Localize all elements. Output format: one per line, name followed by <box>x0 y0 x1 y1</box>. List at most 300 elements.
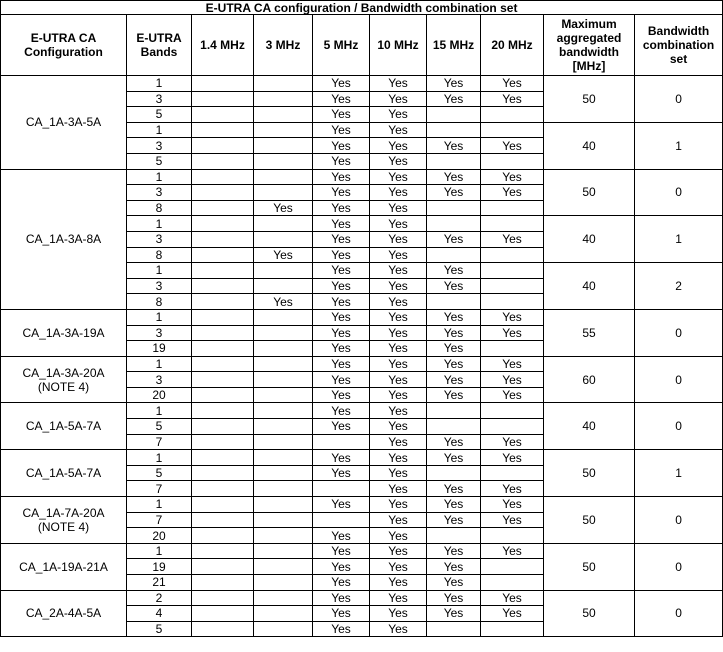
bw-20-mhz-cell <box>481 419 544 435</box>
bw-5-mhz-cell: Yes <box>313 341 370 357</box>
bw-10-mhz-cell: Yes <box>370 122 427 138</box>
band-cell: 7 <box>127 512 192 528</box>
bw-5-mhz-cell: Yes <box>313 247 370 263</box>
ca-configuration-line: CA_1A-5A-7A <box>25 466 102 481</box>
header-eutra-bands: E-UTRA Bands <box>127 15 192 76</box>
bw-1-4-mhz-cell <box>192 169 254 185</box>
ca-configuration-line: CA_1A-3A-5A <box>25 115 102 130</box>
max-aggregated-bandwidth-cell: 40 <box>544 403 635 450</box>
bw-1-4-mhz-cell <box>192 387 254 403</box>
bw-1-4-mhz-cell <box>192 497 254 513</box>
ca-configuration-cell <box>1 497 127 544</box>
band-cell: 5 <box>127 419 192 435</box>
bw-5-mhz-cell: Yes <box>313 621 370 637</box>
bw-10-mhz-cell: Yes <box>370 309 427 325</box>
bw-3-mhz-cell <box>254 309 313 325</box>
bw-1-4-mhz-cell <box>192 278 254 294</box>
bw-20-mhz-cell <box>481 528 544 544</box>
bw-15-mhz-cell: Yes <box>427 263 481 279</box>
bw-15-mhz-cell: Yes <box>427 590 481 606</box>
bw-20-mhz-cell: Yes <box>481 590 544 606</box>
bw-20-mhz-cell <box>481 247 544 263</box>
header-15-mhz: 15 MHz <box>427 15 481 76</box>
ca-configuration-line: CA_1A-3A-8A <box>25 232 102 247</box>
bw-15-mhz-cell: Yes <box>427 138 481 154</box>
bw-15-mhz-cell <box>427 122 481 138</box>
band-cell: 4 <box>127 606 192 622</box>
max-aggregated-bandwidth-cell: 40 <box>544 122 635 169</box>
bw-5-mhz-cell: Yes <box>313 200 370 216</box>
ca-configuration-cell <box>1 356 127 403</box>
bw-10-mhz-cell: Yes <box>370 153 427 169</box>
bw-1-4-mhz-cell <box>192 309 254 325</box>
bw-1-4-mhz-cell <box>192 403 254 419</box>
bw-10-mhz-cell: Yes <box>370 185 427 201</box>
band-cell: 2 <box>127 590 192 606</box>
bw-5-mhz-cell: Yes <box>313 309 370 325</box>
header-10-mhz: 10 MHz <box>370 15 427 76</box>
bw-5-mhz-cell: Yes <box>313 387 370 403</box>
bandwidth-combination-set-cell: 0 <box>635 309 723 356</box>
ca-configuration-cell <box>1 169 127 309</box>
bandwidth-combination-set-cell: 0 <box>635 403 723 450</box>
bw-15-mhz-cell: Yes <box>427 387 481 403</box>
bw-3-mhz-cell <box>254 434 313 450</box>
table-row <box>1 497 723 513</box>
bw-10-mhz-cell: Yes <box>370 91 427 107</box>
bw-5-mhz-cell <box>313 434 370 450</box>
bw-5-mhz-cell: Yes <box>313 278 370 294</box>
bw-5-mhz-cell: Yes <box>313 76 370 92</box>
bandwidth-combination-set-cell: 0 <box>635 356 723 403</box>
bw-5-mhz-cell: Yes <box>313 325 370 341</box>
bw-3-mhz-cell <box>254 372 313 388</box>
bw-15-mhz-cell: Yes <box>427 185 481 201</box>
header-20-mhz: 20 MHz <box>481 15 544 76</box>
bw-15-mhz-cell: Yes <box>427 606 481 622</box>
band-cell: 3 <box>127 185 192 201</box>
bw-20-mhz-cell <box>481 263 544 279</box>
bw-1-4-mhz-cell <box>192 185 254 201</box>
band-cell: 1 <box>127 76 192 92</box>
bw-5-mhz-cell: Yes <box>313 372 370 388</box>
bw-3-mhz-cell <box>254 543 313 559</box>
header-ca-configuration: E-UTRA CA Configuration <box>1 15 127 76</box>
bw-1-4-mhz-cell <box>192 372 254 388</box>
ca-configuration-line: CA_1A-3A-20A <box>22 365 105 380</box>
bw-10-mhz-cell: Yes <box>370 294 427 310</box>
ca-configuration-line: CA_1A-19A-21A <box>19 559 108 574</box>
max-aggregated-bandwidth-cell: 50 <box>544 450 635 497</box>
table-row <box>1 590 723 606</box>
bw-10-mhz-cell: Yes <box>370 559 427 575</box>
bw-10-mhz-cell: Yes <box>370 278 427 294</box>
header-bandwidth-combination-set: Bandwidth combination set <box>635 15 723 76</box>
bw-3-mhz-cell <box>254 497 313 513</box>
band-cell: 19 <box>127 341 192 357</box>
bw-15-mhz-cell: Yes <box>427 341 481 357</box>
bw-15-mhz-cell: Yes <box>427 497 481 513</box>
band-cell: 1 <box>127 450 192 466</box>
header-1-4-mhz: 1.4 MHz <box>192 15 254 76</box>
bw-15-mhz-cell <box>427 200 481 216</box>
bw-3-mhz-cell <box>254 122 313 138</box>
bw-1-4-mhz-cell <box>192 543 254 559</box>
band-cell: 1 <box>127 309 192 325</box>
bw-10-mhz-cell: Yes <box>370 606 427 622</box>
band-cell: 1 <box>127 263 192 279</box>
bw-20-mhz-cell: Yes <box>481 309 544 325</box>
bw-15-mhz-cell: Yes <box>427 278 481 294</box>
bw-10-mhz-cell: Yes <box>370 403 427 419</box>
bw-20-mhz-cell <box>481 107 544 123</box>
bw-20-mhz-cell: Yes <box>481 76 544 92</box>
bw-10-mhz-cell: Yes <box>370 590 427 606</box>
bw-5-mhz-cell: Yes <box>313 575 370 591</box>
bw-3-mhz-cell: Yes <box>254 294 313 310</box>
bw-3-mhz-cell <box>254 450 313 466</box>
bw-20-mhz-cell: Yes <box>481 543 544 559</box>
table-row <box>1 543 723 559</box>
band-cell: 7 <box>127 481 192 497</box>
band-cell: 8 <box>127 200 192 216</box>
bw-5-mhz-cell: Yes <box>313 450 370 466</box>
max-aggregated-bandwidth-cell: 55 <box>544 309 635 356</box>
bw-1-4-mhz-cell <box>192 606 254 622</box>
bw-15-mhz-cell: Yes <box>427 543 481 559</box>
bw-10-mhz-cell: Yes <box>370 138 427 154</box>
bw-1-4-mhz-cell <box>192 138 254 154</box>
bw-1-4-mhz-cell <box>192 481 254 497</box>
band-cell: 1 <box>127 403 192 419</box>
bandwidth-combination-set-cell: 1 <box>635 216 723 263</box>
table-row <box>1 309 723 325</box>
bw-5-mhz-cell: Yes <box>313 403 370 419</box>
ca-configuration-line: (NOTE 4) <box>37 519 90 534</box>
bw-15-mhz-cell <box>427 153 481 169</box>
band-cell: 3 <box>127 372 192 388</box>
band-cell: 1 <box>127 122 192 138</box>
table-title: E-UTRA CA configuration / Bandwidth combination set <box>1 1 723 15</box>
bw-10-mhz-cell: Yes <box>370 543 427 559</box>
bw-5-mhz-cell: Yes <box>313 606 370 622</box>
bw-3-mhz-cell <box>254 76 313 92</box>
bw-1-4-mhz-cell <box>192 590 254 606</box>
bw-20-mhz-cell: Yes <box>481 325 544 341</box>
bw-5-mhz-cell: Yes <box>313 185 370 201</box>
band-cell: 1 <box>127 169 192 185</box>
bw-10-mhz-cell: Yes <box>370 497 427 513</box>
bw-1-4-mhz-cell <box>192 356 254 372</box>
bw-3-mhz-cell: Yes <box>254 200 313 216</box>
bw-20-mhz-cell: Yes <box>481 450 544 466</box>
band-cell: 20 <box>127 528 192 544</box>
band-cell: 5 <box>127 153 192 169</box>
bw-15-mhz-cell: Yes <box>427 434 481 450</box>
bw-1-4-mhz-cell <box>192 247 254 263</box>
band-cell: 3 <box>127 278 192 294</box>
bw-5-mhz-cell: Yes <box>313 543 370 559</box>
bw-15-mhz-cell <box>427 419 481 435</box>
bw-3-mhz-cell <box>254 528 313 544</box>
bw-1-4-mhz-cell <box>192 91 254 107</box>
bw-15-mhz-cell <box>427 107 481 123</box>
header-max-aggregated-bandwidth: Maximum aggregated bandwidth [MHz] <box>544 15 635 76</box>
bw-1-4-mhz-cell <box>192 263 254 279</box>
bw-20-mhz-cell: Yes <box>481 372 544 388</box>
bw-20-mhz-cell <box>481 559 544 575</box>
max-aggregated-bandwidth-cell: 60 <box>544 356 635 403</box>
bw-1-4-mhz-cell <box>192 528 254 544</box>
bw-5-mhz-cell: Yes <box>313 590 370 606</box>
bw-20-mhz-cell <box>481 278 544 294</box>
bw-20-mhz-cell: Yes <box>481 434 544 450</box>
band-cell: 3 <box>127 325 192 341</box>
bw-1-4-mhz-cell <box>192 294 254 310</box>
bw-5-mhz-cell: Yes <box>313 528 370 544</box>
bw-10-mhz-cell: Yes <box>370 450 427 466</box>
bw-5-mhz-cell: Yes <box>313 231 370 247</box>
bw-3-mhz-cell <box>254 481 313 497</box>
bw-15-mhz-cell <box>427 465 481 481</box>
bw-15-mhz-cell: Yes <box>427 372 481 388</box>
bw-20-mhz-cell <box>481 621 544 637</box>
bw-10-mhz-cell: Yes <box>370 621 427 637</box>
bw-3-mhz-cell <box>254 356 313 372</box>
bw-20-mhz-cell: Yes <box>481 231 544 247</box>
bw-10-mhz-cell: Yes <box>370 263 427 279</box>
bw-15-mhz-cell: Yes <box>427 559 481 575</box>
bw-3-mhz-cell <box>254 107 313 123</box>
bandwidth-combination-set-cell: 0 <box>635 590 723 637</box>
bw-5-mhz-cell: Yes <box>313 419 370 435</box>
band-cell: 5 <box>127 465 192 481</box>
bw-10-mhz-cell: Yes <box>370 325 427 341</box>
bw-10-mhz-cell: Yes <box>370 231 427 247</box>
bw-5-mhz-cell: Yes <box>313 153 370 169</box>
ca-configuration-line: CA_1A-7A-20A <box>22 505 105 520</box>
bw-3-mhz-cell <box>254 278 313 294</box>
table-row <box>1 403 723 419</box>
band-cell: 1 <box>127 497 192 513</box>
table-row <box>1 76 723 92</box>
bw-10-mhz-cell: Yes <box>370 512 427 528</box>
bw-15-mhz-cell: Yes <box>427 169 481 185</box>
band-cell: 3 <box>127 91 192 107</box>
band-cell: 3 <box>127 138 192 154</box>
band-cell: 1 <box>127 216 192 232</box>
ca-configuration-line: CA_1A-3A-19A <box>22 325 105 340</box>
bw-10-mhz-cell: Yes <box>370 200 427 216</box>
bw-3-mhz-cell <box>254 419 313 435</box>
bw-1-4-mhz-cell <box>192 434 254 450</box>
bw-10-mhz-cell: Yes <box>370 372 427 388</box>
bw-15-mhz-cell: Yes <box>427 91 481 107</box>
bw-20-mhz-cell: Yes <box>481 606 544 622</box>
bw-5-mhz-cell <box>313 481 370 497</box>
bw-10-mhz-cell: Yes <box>370 387 427 403</box>
bw-10-mhz-cell: Yes <box>370 107 427 123</box>
bw-10-mhz-cell: Yes <box>370 419 427 435</box>
max-aggregated-bandwidth-cell: 50 <box>544 169 635 216</box>
bw-3-mhz-cell <box>254 465 313 481</box>
bw-1-4-mhz-cell <box>192 76 254 92</box>
bw-20-mhz-cell: Yes <box>481 497 544 513</box>
bw-20-mhz-cell: Yes <box>481 387 544 403</box>
bw-3-mhz-cell <box>254 91 313 107</box>
bw-10-mhz-cell: Yes <box>370 575 427 591</box>
max-aggregated-bandwidth-cell: 40 <box>544 216 635 263</box>
bw-3-mhz-cell <box>254 387 313 403</box>
band-cell: 7 <box>127 434 192 450</box>
bw-1-4-mhz-cell <box>192 325 254 341</box>
bw-3-mhz-cell <box>254 559 313 575</box>
bw-15-mhz-cell <box>427 621 481 637</box>
bw-1-4-mhz-cell <box>192 465 254 481</box>
bw-3-mhz-cell <box>254 512 313 528</box>
bw-20-mhz-cell <box>481 200 544 216</box>
bw-3-mhz-cell <box>254 341 313 357</box>
table-row <box>1 356 723 372</box>
bw-3-mhz-cell <box>254 138 313 154</box>
bw-15-mhz-cell: Yes <box>427 325 481 341</box>
bw-1-4-mhz-cell <box>192 153 254 169</box>
bw-20-mhz-cell <box>481 122 544 138</box>
bandwidth-combination-set-cell: 1 <box>635 122 723 169</box>
bw-5-mhz-cell: Yes <box>313 107 370 123</box>
bandwidth-combination-set-cell: 1 <box>635 450 723 497</box>
bw-20-mhz-cell: Yes <box>481 169 544 185</box>
bw-1-4-mhz-cell <box>192 450 254 466</box>
table-row <box>1 450 723 466</box>
bw-10-mhz-cell: Yes <box>370 169 427 185</box>
table-body <box>1 76 723 637</box>
bandwidth-combination-set-cell: 0 <box>635 76 723 123</box>
bw-3-mhz-cell <box>254 325 313 341</box>
max-aggregated-bandwidth-cell: 50 <box>544 497 635 544</box>
bw-3-mhz-cell <box>254 185 313 201</box>
bw-20-mhz-cell: Yes <box>481 512 544 528</box>
ca-configuration-line: CA_1A-5A-7A <box>25 419 102 434</box>
bw-20-mhz-cell <box>481 341 544 357</box>
bw-3-mhz-cell <box>254 216 313 232</box>
header-3-mhz: 3 MHz <box>254 15 313 76</box>
header-5-mhz: 5 MHz <box>313 15 370 76</box>
bw-5-mhz-cell: Yes <box>313 497 370 513</box>
bw-5-mhz-cell: Yes <box>313 216 370 232</box>
bw-15-mhz-cell: Yes <box>427 512 481 528</box>
bw-15-mhz-cell <box>427 528 481 544</box>
band-cell: 19 <box>127 559 192 575</box>
bw-5-mhz-cell: Yes <box>313 138 370 154</box>
bw-20-mhz-cell <box>481 575 544 591</box>
bw-15-mhz-cell: Yes <box>427 356 481 372</box>
bw-3-mhz-cell <box>254 575 313 591</box>
bw-10-mhz-cell: Yes <box>370 434 427 450</box>
bw-15-mhz-cell: Yes <box>427 309 481 325</box>
bw-20-mhz-cell <box>481 403 544 419</box>
bw-5-mhz-cell: Yes <box>313 91 370 107</box>
band-cell: 20 <box>127 387 192 403</box>
bw-15-mhz-cell: Yes <box>427 231 481 247</box>
max-aggregated-bandwidth-cell: 40 <box>544 263 635 310</box>
band-cell: 5 <box>127 107 192 123</box>
ca-configuration-cell <box>1 309 127 356</box>
bw-10-mhz-cell: Yes <box>370 76 427 92</box>
bw-5-mhz-cell <box>313 512 370 528</box>
bw-10-mhz-cell: Yes <box>370 528 427 544</box>
band-cell: 8 <box>127 247 192 263</box>
bw-1-4-mhz-cell <box>192 122 254 138</box>
bw-20-mhz-cell <box>481 216 544 232</box>
bw-3-mhz-cell <box>254 169 313 185</box>
max-aggregated-bandwidth-cell: 50 <box>544 590 635 637</box>
ca-configuration-cell <box>1 543 127 590</box>
band-cell: 8 <box>127 294 192 310</box>
bw-1-4-mhz-cell <box>192 512 254 528</box>
bandwidth-combination-set-cell: 0 <box>635 169 723 216</box>
bw-3-mhz-cell <box>254 606 313 622</box>
bw-15-mhz-cell: Yes <box>427 481 481 497</box>
bw-15-mhz-cell: Yes <box>427 76 481 92</box>
bw-15-mhz-cell <box>427 294 481 310</box>
ca-configuration-line: (NOTE 4) <box>37 379 90 394</box>
bw-20-mhz-cell <box>481 294 544 310</box>
bw-20-mhz-cell: Yes <box>481 138 544 154</box>
ca-configuration-cell <box>1 450 127 497</box>
band-cell: 3 <box>127 231 192 247</box>
ca-configuration-cell <box>1 403 127 450</box>
bw-5-mhz-cell: Yes <box>313 294 370 310</box>
bw-10-mhz-cell: Yes <box>370 341 427 357</box>
bw-3-mhz-cell <box>254 153 313 169</box>
bw-3-mhz-cell <box>254 403 313 419</box>
bw-1-4-mhz-cell <box>192 419 254 435</box>
bw-15-mhz-cell <box>427 216 481 232</box>
bw-1-4-mhz-cell <box>192 559 254 575</box>
bw-1-4-mhz-cell <box>192 231 254 247</box>
bw-1-4-mhz-cell <box>192 575 254 591</box>
bw-20-mhz-cell: Yes <box>481 481 544 497</box>
table-row <box>1 169 723 185</box>
bw-5-mhz-cell: Yes <box>313 122 370 138</box>
bw-1-4-mhz-cell <box>192 107 254 123</box>
bw-20-mhz-cell: Yes <box>481 91 544 107</box>
bw-3-mhz-cell <box>254 231 313 247</box>
bw-20-mhz-cell <box>481 153 544 169</box>
bw-3-mhz-cell <box>254 621 313 637</box>
bw-3-mhz-cell <box>254 590 313 606</box>
bw-20-mhz-cell <box>481 465 544 481</box>
max-aggregated-bandwidth-cell: 50 <box>544 76 635 123</box>
bw-20-mhz-cell: Yes <box>481 356 544 372</box>
bw-15-mhz-cell <box>427 247 481 263</box>
bw-20-mhz-cell: Yes <box>481 185 544 201</box>
bw-5-mhz-cell: Yes <box>313 559 370 575</box>
bw-1-4-mhz-cell <box>192 216 254 232</box>
bw-15-mhz-cell <box>427 403 481 419</box>
bandwidth-combination-set-cell: 0 <box>635 543 723 590</box>
bw-5-mhz-cell: Yes <box>313 356 370 372</box>
bw-10-mhz-cell: Yes <box>370 356 427 372</box>
ca-configuration-cell <box>1 76 127 170</box>
bw-3-mhz-cell <box>254 263 313 279</box>
bw-3-mhz-cell: Yes <box>254 247 313 263</box>
band-cell: 5 <box>127 621 192 637</box>
bw-5-mhz-cell: Yes <box>313 263 370 279</box>
max-aggregated-bandwidth-cell: 50 <box>544 543 635 590</box>
band-cell: 1 <box>127 543 192 559</box>
